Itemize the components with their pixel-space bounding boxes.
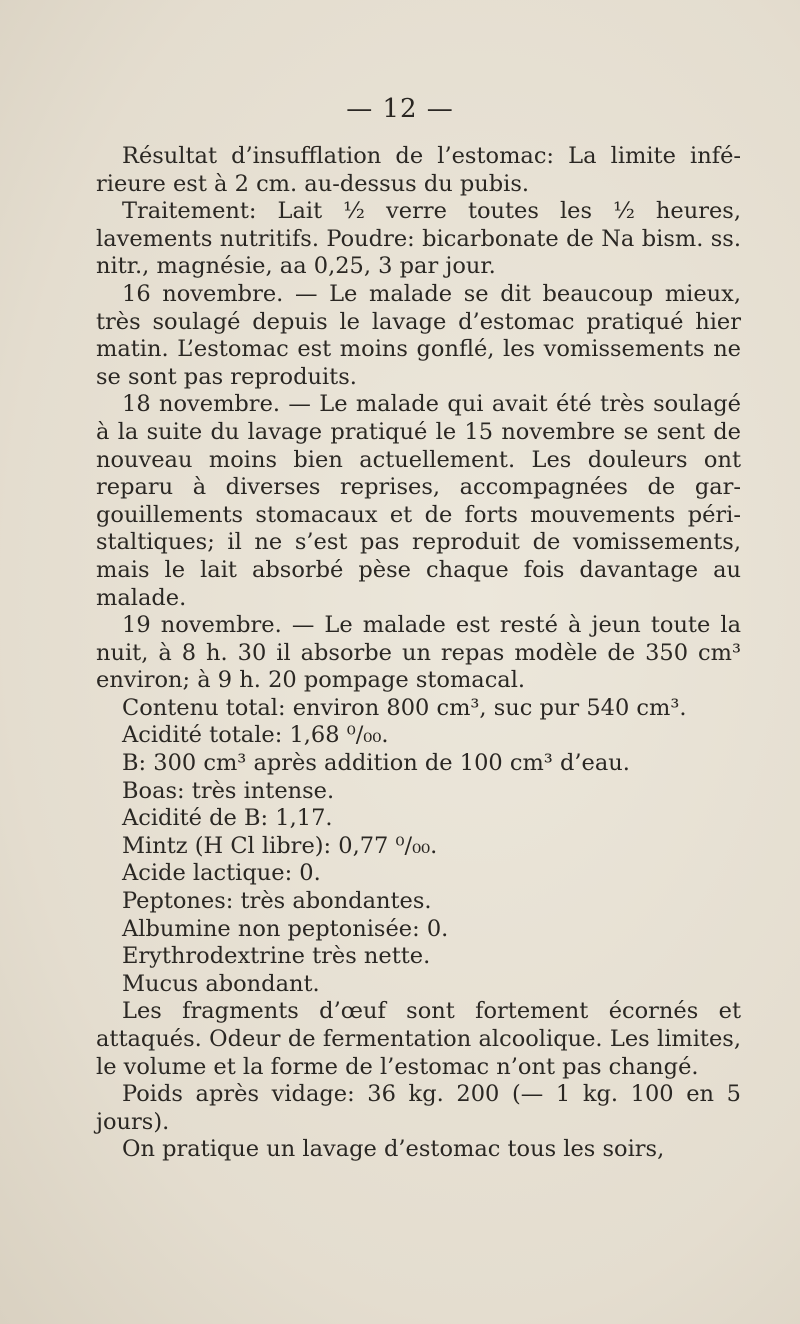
paragraph-fragments: Les fragments d’œuf sont fortement écornés et attaqués. Odeur de fermentation alcoolique. Les limites, le volume et la forme de l’estomac n’ont pas changé. [96, 998, 741, 1080]
analysis-albumine: Albumine non peptonisée: 0. [122, 915, 449, 942]
body-text [96, 143, 741, 1164]
paragraph-lavage: On pratique un lavage d’estomac tous les soirs, [122, 1136, 665, 1163]
analysis-boas: Boas: très intense. [122, 777, 335, 804]
paragraph-19-novembre: 19 novembre. — Le malade est resté à jeun toute la nuit, à 8 h. 30 il absorbe un repas modèle de 350 cm³ environ; à 9 h. 20 pompage stomacal. [96, 612, 741, 694]
paragraph-insufflation: Résultat d’insufflation de l’estomac: La limite inférieure est à 2 cm. au-dessus du pubis. [96, 143, 741, 197]
analysis-mintz: Mintz (H Cl libre): 0,77 ⁰/₀₀. [122, 832, 438, 859]
paragraph-traitement: Traitement: Lait ½ verre toutes les ½ heures, lavements nutritifs. Poudre: bicarbonate de Na bism. ss. nitr., magnésie, aa 0,25, 3 par jour. [96, 198, 741, 280]
paragraph-poids: Poids après vidage: 36 kg. 200 (— 1 kg. 100 en 5 jours). [96, 1081, 741, 1135]
analysis-contenu-total: Contenu total: environ 800 cm³, suc pur 540 cm³. [122, 694, 687, 721]
paragraph-18-novembre: 18 novembre. — Le malade qui avait été très soulagé à la suite du lavage pratiqué le 15 novembre se sent de nouveau moins bien actuellement. Les douleurs ont reparu à diverses reprises, accompagnées de gargouillements stomacaux et de forts mouvements péristaltiques; il ne s’est pas reproduit de vomissements, mais le lait absorbé pèse chaque fois davantage au malade. [96, 391, 741, 611]
analysis-acide-lactique: Acide lactique: 0. [122, 860, 321, 887]
page-number: — 12 — [346, 94, 454, 124]
analysis-acidite-b: Acidité de B: 1,17. [122, 805, 333, 832]
analysis-erythrodextrine: Erythrodextrine très nette. [122, 943, 431, 970]
paragraph-16-novembre: 16 novembre. — Le malade se dit beaucoup mieux, très soulagé depuis le lavage d’estomac pratiqué hier matin. L’estomac est moins gonflé, les vomissements ne se sont pas reproduits. [96, 280, 741, 390]
analysis-acidite-totale: Acidité totale: 1,68 ⁰/₀₀. [122, 722, 389, 749]
analysis-b: B: 300 cm³ après addition de 100 cm³ d’eau. [122, 750, 630, 777]
analysis-peptones: Peptones: très abondantes. [122, 888, 432, 915]
analysis-mucus: Mucus abondant. [122, 970, 320, 997]
